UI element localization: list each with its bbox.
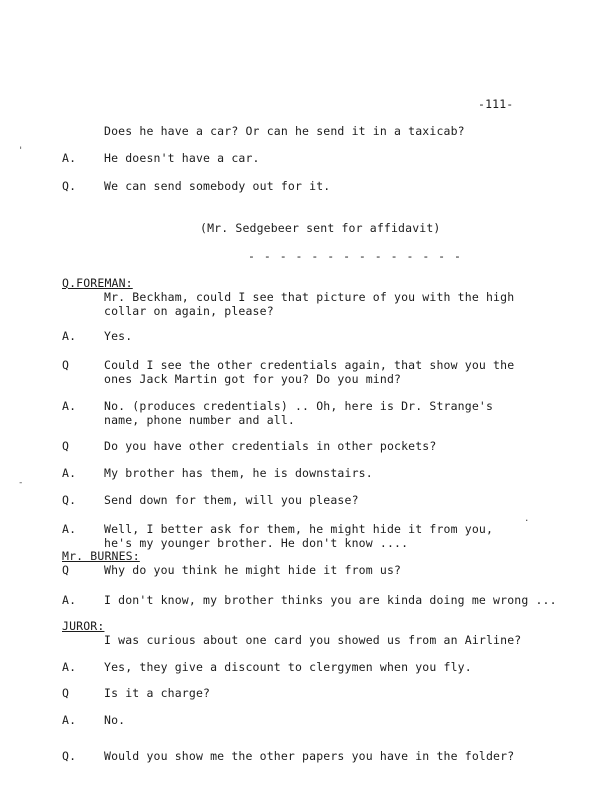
answer-text: name, phone number and all.: [104, 413, 295, 427]
speaker-label: A.: [62, 593, 77, 607]
speaker-label: A.: [62, 660, 77, 674]
question-text: Do you have other credentials in other pockets?: [104, 439, 437, 453]
speaker-label: Q.: [62, 493, 77, 507]
answer-text: He doesn't have a car.: [104, 151, 260, 165]
stage-direction: (Mr. Sedgebeer sent for affidavit): [200, 221, 441, 235]
speaker-heading: JUROR:: [62, 619, 105, 633]
speaker-label: A.: [62, 466, 77, 480]
answer-text: Yes.: [104, 329, 133, 343]
answer-text: Yes, they give a discount to clergymen when you fly.: [104, 660, 472, 674]
answer-text: Well, I better ask for them, he might hide it from you,: [104, 522, 494, 536]
scan-speck: .: [524, 514, 530, 524]
scan-speck: -: [18, 478, 24, 488]
question-text: I was curious about one card you showed us from an Airline?: [104, 633, 522, 647]
question-text: Mr. Beckham, could I see that picture of you with the high: [104, 290, 515, 304]
answer-text: My brother has them, he is downstairs.: [104, 466, 373, 480]
answer-text: he's my younger brother. He don't know ....: [104, 536, 409, 550]
question-text: ones Jack Martin got for you? Do you mind?: [104, 372, 402, 386]
speaker-label: Q: [62, 358, 70, 372]
speaker-label: A.: [62, 399, 77, 413]
question-text: Why do you think he might hide it from us?: [104, 563, 402, 577]
page-number: -111-: [478, 97, 514, 111]
speaker-heading: Q.FOREMAN:: [62, 276, 133, 290]
speaker-label: Q: [62, 439, 70, 453]
question-text: Would you show me the other papers you have in the folder?: [104, 749, 515, 763]
answer-text: I don't know, my brother thinks you are kinda doing me wrong ...: [104, 593, 557, 607]
speaker-heading: Mr. BURNES:: [62, 549, 140, 563]
answer-text: No. (produces credentials) .. Oh, here is Dr. Strange's: [104, 399, 494, 413]
question-text: We can send somebody out for it.: [104, 179, 331, 193]
scan-speck: ': [18, 146, 24, 156]
speaker-label: Q: [62, 563, 70, 577]
speaker-label: A.: [62, 329, 77, 343]
speaker-label: A.: [62, 151, 77, 165]
speaker-label: Q.: [62, 749, 77, 763]
question-text: Send down for them, will you please?: [104, 493, 359, 507]
answer-text: No.: [104, 713, 126, 727]
question-text: Could I see the other credentials again, that show you the: [104, 358, 515, 372]
question-text: collar on again, please?: [104, 304, 274, 318]
question-text: Is it a charge?: [104, 686, 211, 700]
speaker-label: A.: [62, 522, 77, 536]
speaker-label: Q.: [62, 179, 77, 193]
section-separator: - - - - - - - - - - - - - -: [248, 249, 462, 263]
speaker-label: A.: [62, 713, 77, 727]
speaker-label: Q: [62, 686, 70, 700]
question-text: Does he have a car? Or can he send it in a taxicab?: [104, 124, 465, 138]
